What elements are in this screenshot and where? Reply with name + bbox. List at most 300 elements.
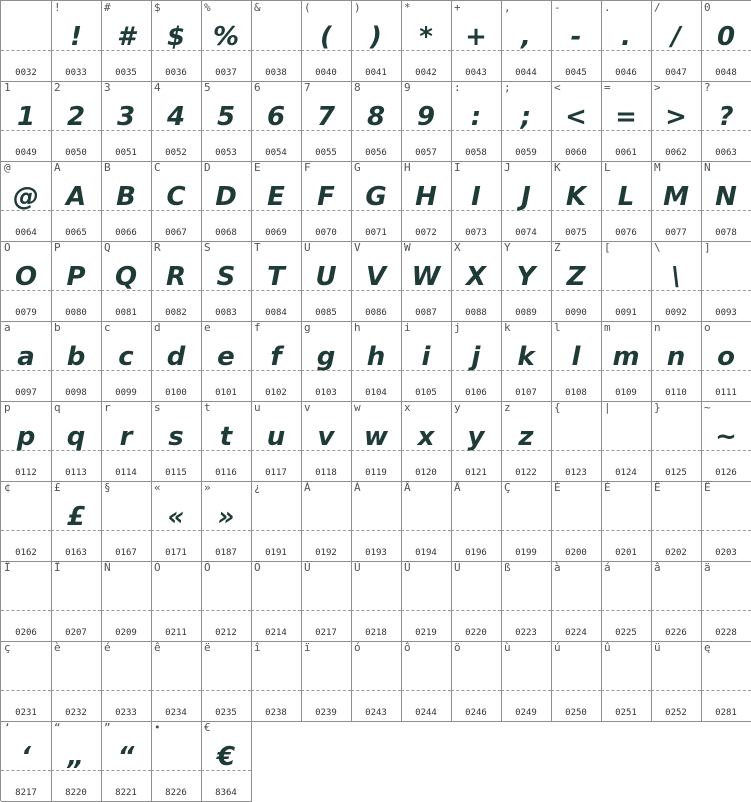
reference-character: @ [4,161,11,174]
character-code: 0122 [515,468,537,478]
character-code: 0102 [265,388,287,398]
character-code: 0084 [265,308,287,318]
character-code: 0167 [115,548,137,558]
glyph-cell [601,561,652,642]
font-glyph-sample: 4 [166,102,186,132]
character-code: 0059 [515,148,537,158]
glyph-cell [651,321,702,402]
glyph-cell [151,81,202,162]
character-code: 0203 [715,548,737,558]
character-code: 0106 [465,388,487,398]
character-code: 0201 [615,548,637,558]
glyph-cell [51,401,102,482]
reference-character: 8 [354,81,361,94]
font-glyph-sample: € [216,742,236,772]
character-code: 0041 [365,68,387,78]
reference-character: E [254,161,261,174]
baseline-guide [251,690,301,691]
font-glyph-sample: p [16,422,36,452]
glyph-cell [51,81,102,162]
font-glyph-sample: i [421,342,431,372]
glyph-cell [701,241,751,322]
reference-character: ‘ [4,721,11,734]
reference-character: X [454,241,461,254]
glyph-cell [201,81,252,162]
character-code: 0101 [215,388,237,398]
reference-character: 5 [204,81,211,94]
reference-character: % [204,1,211,14]
font-glyph-sample: » [217,502,235,532]
reference-character: ô [404,641,411,654]
reference-character: ) [354,1,361,14]
glyph-cell [251,641,302,722]
reference-character: | [604,401,611,414]
character-code: 8220 [65,788,87,798]
glyph-cell [351,161,402,242]
glyph-cell [401,1,452,82]
character-code: 0091 [615,308,637,318]
reference-character: 4 [154,81,161,94]
glyph-cell [251,481,302,562]
reference-character: Ô [204,561,211,574]
reference-character: 0 [704,1,711,14]
font-glyph-sample: O [14,262,38,292]
baseline-guide [1,690,51,691]
character-code: 0117 [265,468,287,478]
character-code: 0114 [115,468,137,478]
character-code: 0087 [415,308,437,318]
font-glyph-sample: w [363,422,389,452]
baseline-guide [101,610,151,611]
baseline-guide [101,530,151,531]
character-code: 0207 [65,628,87,638]
baseline-guide [201,690,251,691]
reference-character: g [304,321,311,334]
glyph-cell [501,81,552,162]
font-glyph-sample: v [317,422,335,452]
baseline-guide [151,770,201,771]
font-glyph-sample: m [612,342,640,372]
reference-character: & [254,1,261,14]
reference-character: q [54,401,61,414]
glyph-cell [201,241,252,322]
glyph-cell [201,481,252,562]
character-code: 0040 [315,68,337,78]
character-code: 0119 [365,468,387,478]
baseline-guide [451,530,501,531]
character-code: 0062 [665,148,687,158]
character-code: 0075 [565,228,587,238]
glyph-cell [351,321,402,402]
glyph-cell [651,401,702,482]
character-code: 0073 [465,228,487,238]
glyph-cell [51,1,102,82]
font-glyph-sample: k [517,342,535,372]
reference-character: é [104,641,111,654]
glyph-cell [1,401,52,482]
character-code: 0038 [265,68,287,78]
glyph-cell [701,641,751,722]
character-code: 0043 [465,68,487,78]
glyph-cell [551,1,602,82]
character-code: 8226 [165,788,187,798]
character-code: 0103 [315,388,337,398]
character-code: 0048 [715,68,737,78]
reference-character: ë [204,641,211,654]
glyph-cell [151,481,202,562]
character-code: 0219 [415,628,437,638]
reference-character: : [454,81,461,94]
reference-character: w [354,401,361,414]
glyph-cell [101,321,152,402]
font-glyph-sample: 9 [416,102,436,132]
glyph-cell [601,321,652,402]
font-glyph-sample: 5 [216,102,236,132]
character-code: 0047 [665,68,687,78]
baseline-guide [151,610,201,611]
font-glyph-sample: A [65,182,87,212]
reference-character: H [404,161,411,174]
reference-character: J [504,161,511,174]
reference-character: P [54,241,61,254]
character-code: 0250 [565,708,587,718]
glyph-cell [351,241,402,322]
reference-character: * [404,1,411,14]
character-code: 0107 [515,388,537,398]
reference-character: Ó [154,561,161,574]
character-code: 0049 [15,148,37,158]
font-glyph-sample: N [715,182,737,212]
character-code: 0246 [465,708,487,718]
character-code: 0051 [115,148,137,158]
character-code: 0042 [415,68,437,78]
glyph-cell [301,481,352,562]
character-code: 0226 [665,628,687,638]
character-code: 0224 [565,628,587,638]
glyph-cell [1,321,52,402]
font-glyph-sample: a [17,342,35,372]
reference-character: W [404,241,411,254]
font-glyph-sample: 3 [116,102,136,132]
glyph-cell [101,241,152,322]
reference-character: B [104,161,111,174]
reference-character: p [4,401,11,414]
baseline-guide [701,290,751,291]
reference-character: 1 [4,81,11,94]
font-glyph-sample: - [570,22,582,52]
reference-character: y [454,401,461,414]
character-code: 0123 [565,468,587,478]
character-code: 0070 [315,228,337,238]
font-glyph-sample: < [565,102,587,132]
baseline-guide [651,450,701,451]
glyph-cell [401,561,452,642]
baseline-guide [701,530,751,531]
character-code: 0252 [665,708,687,718]
character-code: 0046 [615,68,637,78]
reference-character: i [404,321,411,334]
glyph-cell [301,81,352,162]
baseline-guide [301,530,351,531]
baseline-guide [451,690,501,691]
glyph-cell [451,481,502,562]
glyph-cell [401,321,452,402]
glyph-cell [1,241,52,322]
reference-character: Ù [304,561,311,574]
glyph-cell [601,241,652,322]
reference-character: u [254,401,261,414]
reference-character: v [304,401,311,414]
character-code: 0064 [15,228,37,238]
character-code: 0037 [215,68,237,78]
reference-character: £ [54,481,61,494]
reference-character: ] [704,241,711,254]
character-code: 0077 [665,228,687,238]
character-code: 0223 [515,628,537,638]
glyph-cell [151,1,202,82]
reference-character: 6 [254,81,261,94]
glyph-cell [301,161,352,242]
baseline-guide [301,610,351,611]
character-code: 0196 [465,548,487,558]
baseline-guide [651,690,701,691]
reference-character: Ü [454,561,461,574]
character-code: 0235 [215,708,237,718]
character-code: 0214 [265,628,287,638]
reference-character: Ê [654,481,661,494]
character-code: 0058 [465,148,487,158]
character-code: 0055 [315,148,337,158]
baseline-guide [51,690,101,691]
glyph-cell [501,401,552,482]
font-glyph-sample: e [217,342,235,372]
reference-character: ï [304,641,311,654]
baseline-guide [451,610,501,611]
reference-character: Ë [704,481,711,494]
character-code: 0191 [265,548,287,558]
glyph-cell [251,401,302,482]
glyph-cell [101,161,152,242]
character-code: 0202 [665,548,687,558]
reference-character: I [454,161,461,174]
glyph-cell [1,161,52,242]
font-glyph-sample: x [417,422,435,452]
glyph-cell [551,241,602,322]
character-code: 0100 [165,388,187,398]
glyph-cell [701,481,751,562]
glyph-cell [401,161,452,242]
font-glyph-sample: B [116,182,136,212]
reference-character: » [204,481,211,494]
character-code: 0079 [15,308,37,318]
font-glyph-sample: : [470,102,482,132]
character-code: 0036 [165,68,187,78]
reference-character: # [104,1,111,14]
reference-character: C [154,161,161,174]
font-glyph-sample: I [471,182,481,212]
glyph-cell [101,721,152,802]
glyph-cell [101,641,152,722]
reference-character: { [554,401,561,414]
character-code: 0057 [415,148,437,158]
font-glyph-sample: J [521,182,531,212]
character-code: 0082 [165,308,187,318]
glyph-cell [51,241,102,322]
reference-character: > [654,81,661,94]
font-glyph-sample: / [671,22,681,52]
character-code: 0232 [65,708,87,718]
font-glyph-sample: Q [114,262,138,292]
reference-character: û [604,641,611,654]
font-glyph-sample: 2 [66,102,86,132]
font-glyph-sample: X [465,262,487,292]
reference-character: M [654,161,661,174]
glyph-cell [251,81,302,162]
character-code: 0120 [415,468,437,478]
character-code: 0244 [415,708,437,718]
character-code: 0081 [115,308,137,318]
reference-character: ß [504,561,511,574]
reference-character: K [554,161,561,174]
glyph-cell [1,81,52,162]
glyph-cell [501,241,552,322]
reference-character: Â [404,481,411,494]
glyph-cell [551,481,602,562]
baseline-guide [301,690,351,691]
character-code: 0111 [715,388,737,398]
character-code: 0083 [215,308,237,318]
glyph-cell [601,81,652,162]
character-code: 0124 [615,468,637,478]
character-code: 0225 [615,628,637,638]
reference-character: ç [4,641,11,654]
baseline-guide [651,610,701,611]
glyph-cell [401,481,452,562]
font-glyph-sample: n [666,342,686,372]
font-glyph-sample: M [663,182,689,212]
character-code: 0233 [115,708,137,718]
glyph-cell [601,481,652,562]
reference-character: ę [704,641,711,654]
character-code: 0085 [315,308,337,318]
reference-character: ü [654,641,661,654]
reference-character: m [604,321,611,334]
character-code: 0199 [515,548,537,558]
baseline-guide [701,610,751,611]
character-code: 0251 [615,708,637,718]
glyph-cell [1,481,52,562]
character-code: 0194 [415,548,437,558]
character-code: 0105 [415,388,437,398]
reference-character: Z [554,241,561,254]
character-code: 0163 [65,548,87,558]
reference-character: \ [654,241,661,254]
baseline-guide [401,530,451,531]
reference-character: ( [304,1,311,14]
glyph-cell [301,561,352,642]
font-glyph-sample: ? [718,102,734,132]
glyph-cell [51,561,102,642]
character-code: 0231 [15,708,37,718]
font-glyph-sample: “ [117,742,135,772]
glyph-cell [401,401,452,482]
baseline-guide [551,690,601,691]
character-code: 8364 [215,788,237,798]
character-code: 0086 [365,308,387,318]
glyph-cell [701,401,751,482]
reference-character: O [4,241,11,254]
font-glyph-sample: . [621,22,631,52]
font-glyph-sample: d [166,342,186,372]
reference-character: « [154,481,161,494]
character-code: 0065 [65,228,87,238]
glyph-cell [451,401,502,482]
character-code: 0212 [215,628,237,638]
glyph-cell [401,81,452,162]
reference-character: É [604,481,611,494]
baseline-guide [601,290,651,291]
character-code: 0187 [215,548,237,558]
reference-character: b [54,321,61,334]
character-code: 0108 [565,388,587,398]
reference-character: â [654,561,661,574]
font-glyph-sample: « [167,502,185,532]
character-code: 0118 [315,468,337,478]
baseline-guide [351,530,401,531]
character-code: 0193 [365,548,387,558]
reference-character: à [554,561,561,574]
reference-character: ¢ [4,481,11,494]
reference-character: € [204,721,211,734]
reference-character: N [704,161,711,174]
reference-character: 2 [54,81,61,94]
glyph-cell [351,641,402,722]
reference-character: / [654,1,661,14]
reference-character: d [154,321,161,334]
font-glyph-sample: * [419,22,433,52]
character-code: 0063 [715,148,737,158]
glyph-cell [551,81,602,162]
glyph-cell [651,161,702,242]
character-code: 0099 [115,388,137,398]
baseline-guide [551,450,601,451]
glyph-cell [501,1,552,82]
character-code: 0098 [65,388,87,398]
reference-character: o [704,321,711,334]
glyph-cell [301,1,352,82]
font-glyph-sample: > [665,102,687,132]
font-glyph-sample: Y [516,262,536,292]
glyph-cell [601,161,652,242]
font-glyph-sample: W [411,262,441,292]
reference-character: L [604,161,611,174]
font-glyph-sample: ; [520,102,532,132]
glyph-cell [101,401,152,482]
character-code: 0090 [565,308,587,318]
character-code: 0060 [565,148,587,158]
character-code: 0104 [365,388,387,398]
reference-character: Î [4,561,11,574]
reference-character: ” [104,721,111,734]
glyph-cell [301,401,352,482]
font-glyph-sample: £ [66,502,86,532]
glyph-cell [151,321,202,402]
reference-character: a [4,321,11,334]
font-glyph-sample: D [215,182,237,212]
glyph-cell [201,1,252,82]
reference-character: V [354,241,361,254]
glyph-cell [151,641,202,722]
